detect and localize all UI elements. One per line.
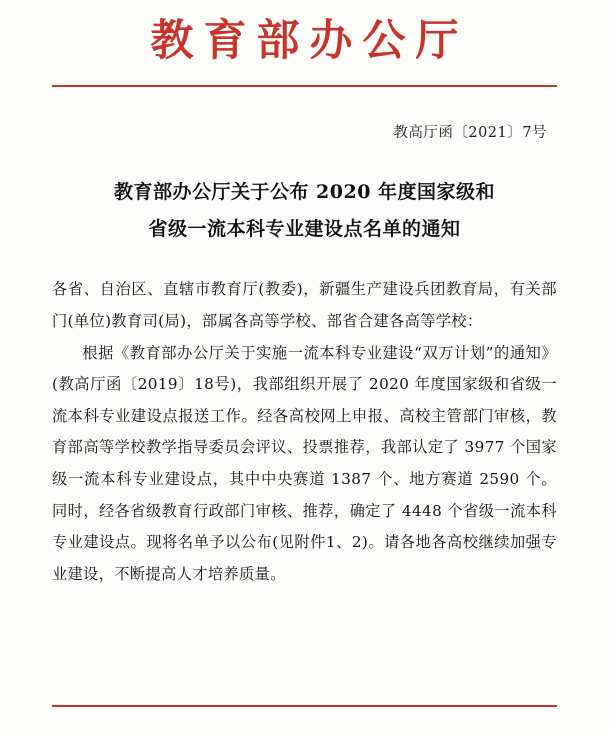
masthead <box>52 0 557 87</box>
masthead-divider <box>52 85 557 87</box>
page-title-line-2: 省级一流本科专业建设点名单的通知 <box>148 218 461 241</box>
page-title <box>52 174 557 248</box>
body-paragraph-main: 根据《教育部办公厅关于实施一流本科专业建设“双万计划”的通知》(教高厅函〔2019〕18号)，我部组织开展了 2020 年度国家级和省级一流本科专业建设点报送工作。经各高校网上申报、高校主管部门审核，教育部高等学校教学指导委员会评议、投票推荐，我部认定了 3977 个国家级一流本科专业建设点，其中中央赛道 1387 个、地方赛道 2590 个。同时，经各省级教育行政部门审核、推荐，确定了 4448 个省级一流本科专业建设点。现将名单予以公布(见附件1、2)。请各地各高校继续加强专业建设，不断提高人才培养质量。 <box>52 343 557 583</box>
page-title-line-1: 教育部办公厅关于公布 2020 年度国家级和 <box>113 181 496 204</box>
document-number: 教高厅函〔2021〕7号 <box>393 125 547 142</box>
document-body <box>52 274 557 590</box>
body-paragraph-addressee: 各省、自治区、直辖市教育厅(教委)，新疆生产建设兵团教育局，有关部门(单位)教育司(局)，部属各高等学校、部省合建各高等学校： <box>52 280 557 330</box>
issuing-authority-title: 教育部办公厅 <box>150 16 469 66</box>
footer-divider <box>52 705 557 707</box>
